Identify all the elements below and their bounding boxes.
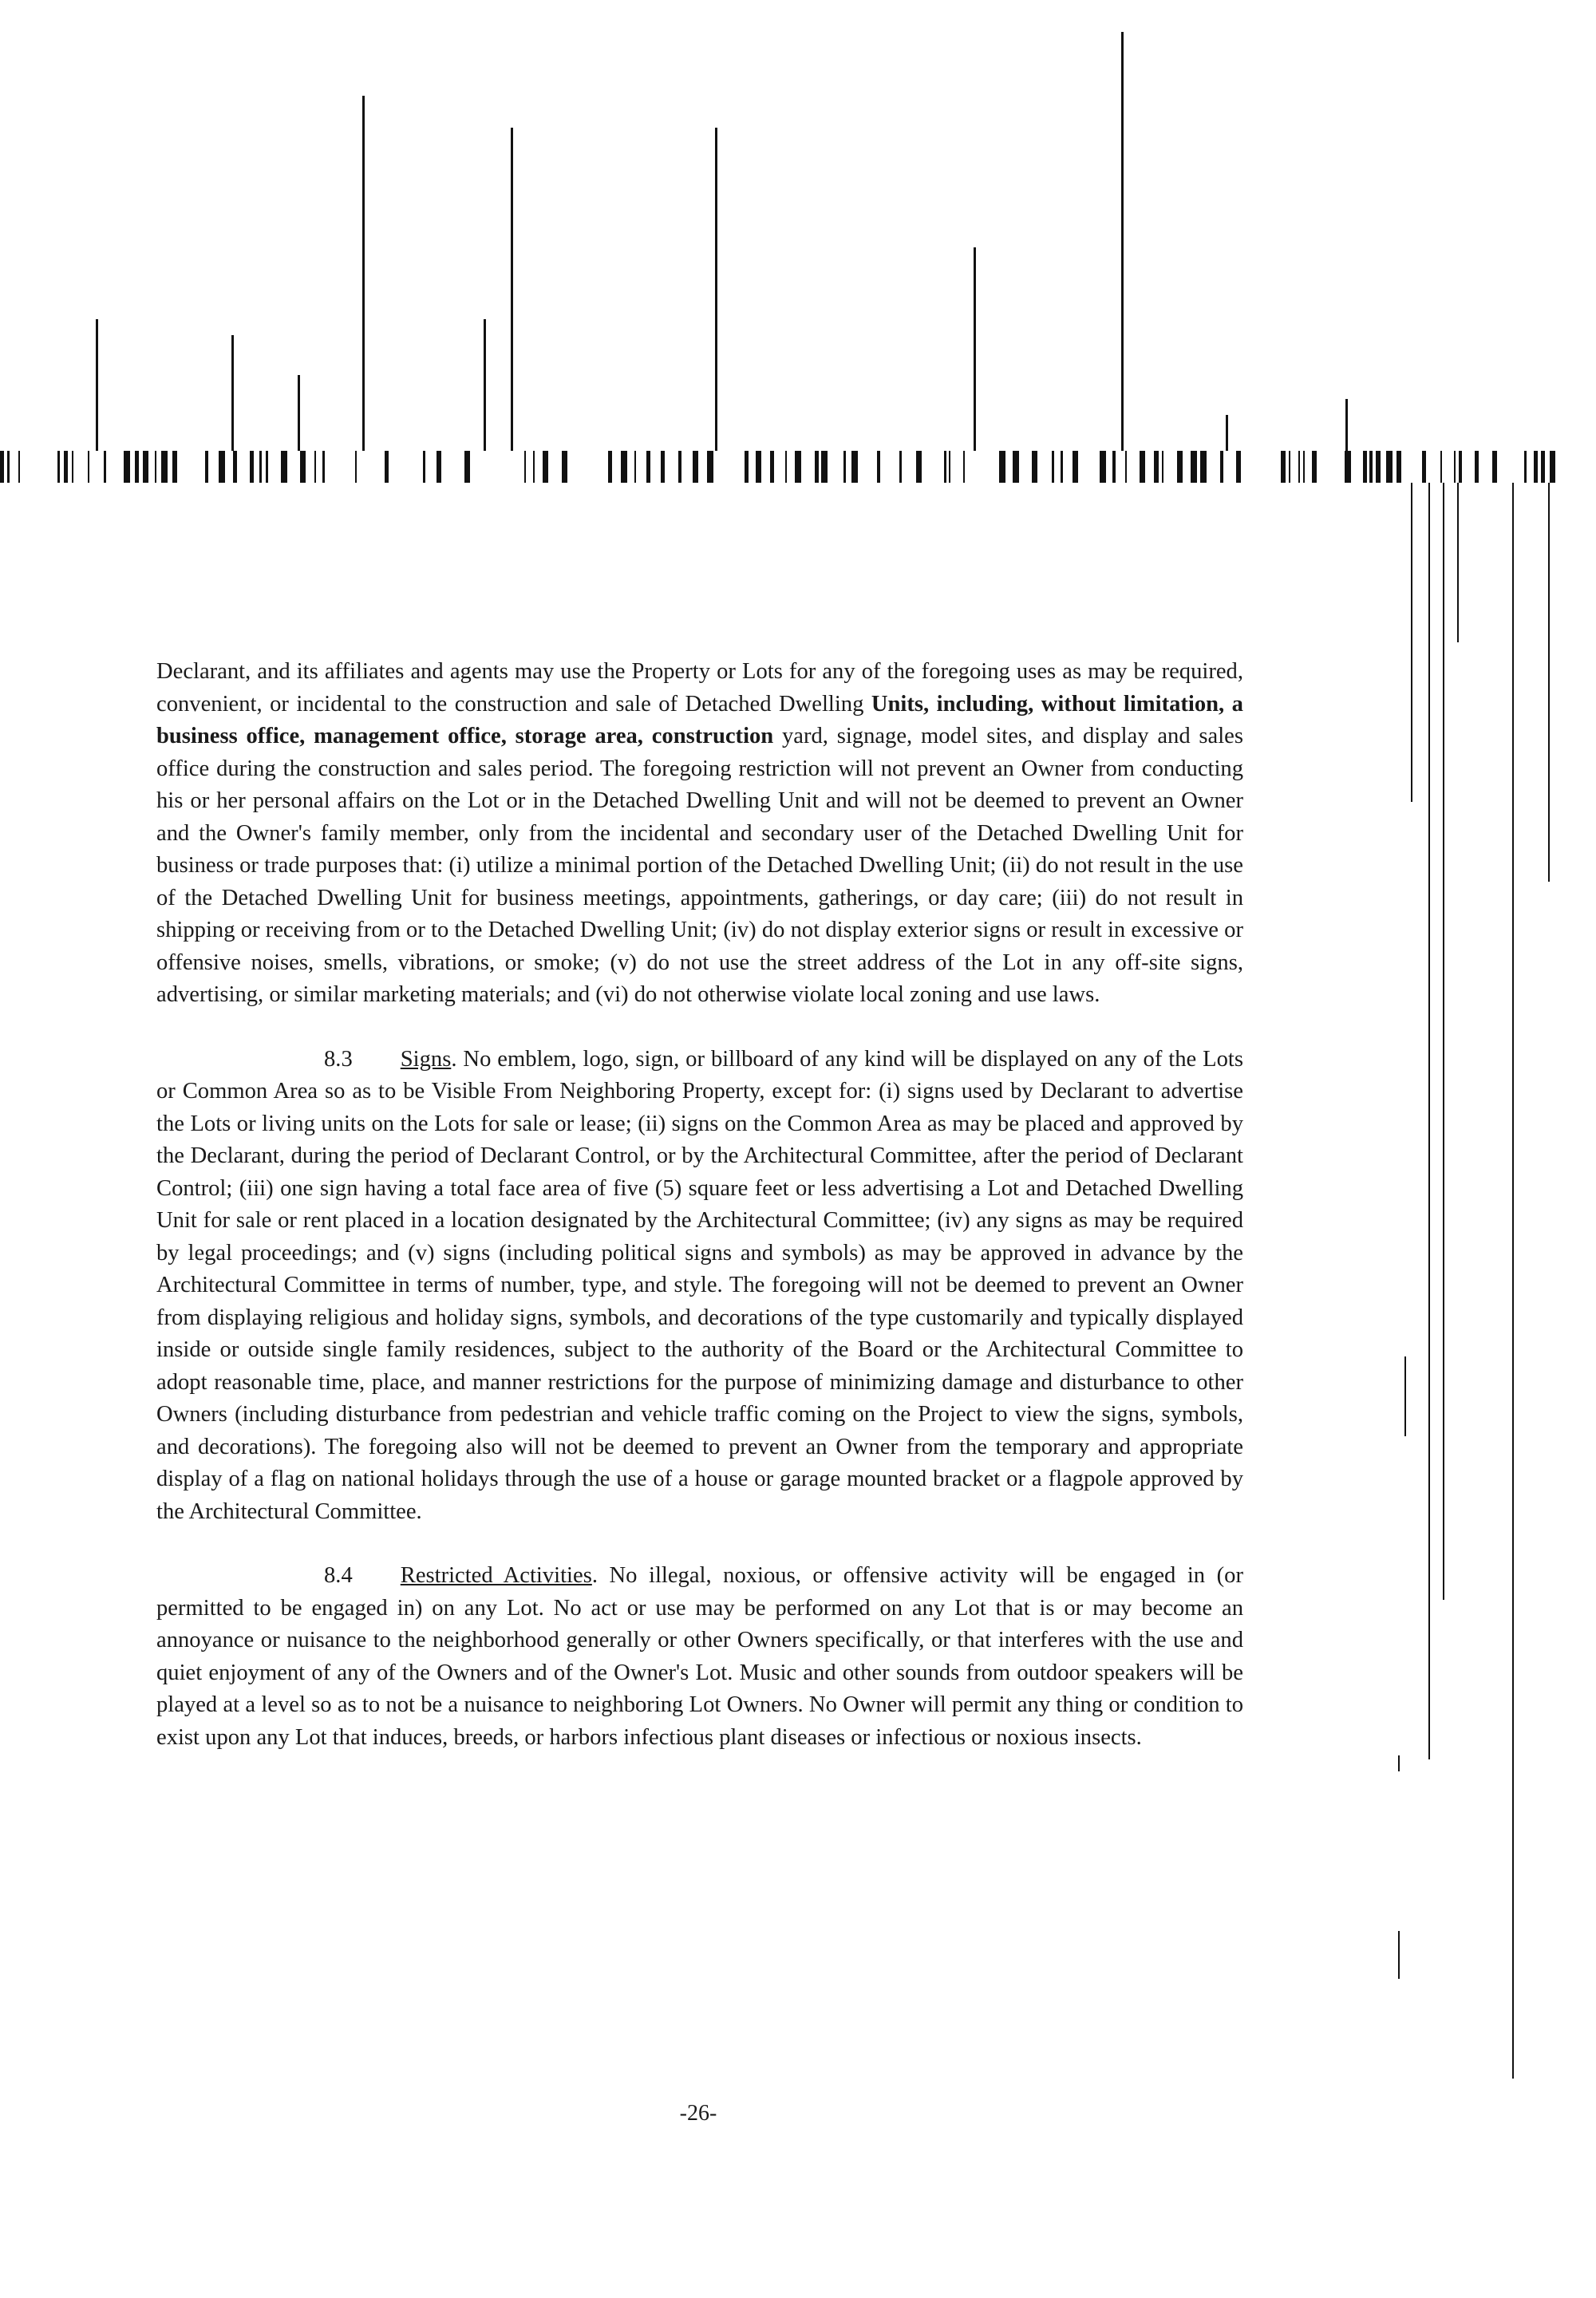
top-scan-bars — [0, 32, 1555, 483]
continuation-text-1: Declarant, and its affiliates and agents may use the Property or Lots for any of the foregoing uses as may be required, convenient, or incidental to the construction and sale of Detached Dwelling — [156, 659, 1243, 717]
continuation-text-2: yard, signage, model sites, and display and sales office during the construction and sales period. The foregoing restriction will not prevent an Owner from conducting his or her personal affairs on the Lot or in the Detached Dwelling Unit and will not be deemed to prevent an Owner and the Owner's family member, only from the incidental and secondary user of the Detached Dwelling Unit for business or trade purposes that: (i) utilize a minimal portion of the Detached Dwelling Unit; (ii) do not result in the use of the Detached Dwelling Unit for business meetings, appointments, gatherings, or day care; (iii) do not result in shipping or receiving from or to the Detached Dwelling Unit; (iv) do not display exterior signs or result in excessive or offensive noises, smells, vibrations, or smoke; (v) do not use the street address of the Lot in any off-site signs, advertising, or similar marketing materials; and (vi) do not otherwise violate local zoning and use laws. — [156, 724, 1243, 1007]
section-number: 8.3 — [324, 1046, 353, 1072]
section-body: . No illegal, noxious, or offensive activity will be engaged in (or permitted to be engaged in) on any Lot. No act or use may be performed on any Lot that is or may become an annoyance or nuisance to the neighborhood generally or other Owners specifically, or that interferes with the use and quiet enjoyment of any of the Owners and of the Owner's Lot. Music and other sounds from outdoor speakers will be played at a level so as to not be a nuisance to neighboring Lot Owners. No Owner will permit any thing or condition to exist upon any Lot that induces, breeds, or harbors infectious plant diseases or infectious or noxious insects. — [156, 1563, 1243, 1750]
section-8-3-paragraph — [156, 1044, 1243, 1529]
continuation-paragraph — [156, 656, 1243, 1012]
document-body — [156, 656, 1243, 1754]
section-body: . No emblem, logo, sign, or billboard of any kind will be displayed on any of the Lots or Common Area so as to be Visible From Neighboring Property, except for: (i) signs used by Declarant to advertise the Lots or living units on the Lots for sale or lease; (ii) signs on the Common Area as may be placed and approved by the Declarant, during the period of Declarant Control, or by the Architectural Committee, after the period of Declarant Control; (iii) one sign having a total face area of five (5) square feet or less advertising a Lot and Detached Dwelling Unit for sale or rent placed in a location designated by the Architectural Committee; (iv) any signs as may be required by legal proceedings; and (v) signs (including political signs and symbols) as may be approved in advance by the Architectural Committee in terms of number, type, and style. The foregoing will not be deemed to prevent an Owner from displaying religious and holiday signs, symbols, and decorations of the type customarily and typically displayed inside or outside single family residences, subject to the authority of the Board or the Architectural Committee to adopt reasonable time, place, and manner restrictions for the purpose of minimizing damage and disturbance to other Owners (including disturbance from pedestrian and vehicle traffic coming on the Project to view the signs, symbols, and decorations). The foregoing also will not be deemed to prevent an Owner from the temporary and appropriate display of a flag on national holidays through the use of a house or garage mounted bracket or a flagpole approved by the Architectural Committee. — [156, 1046, 1243, 1524]
continuation-text-bold: Units, including, without limitation, a business office, management office, storage area, construction — [156, 691, 1243, 748]
section-8-4-paragraph — [156, 1560, 1243, 1754]
section-heading: Signs — [400, 1046, 452, 1072]
page-number: -26- — [679, 2101, 717, 2126]
right-scan-bars — [1398, 483, 1550, 2079]
top-scan-band — [0, 451, 1515, 483]
section-heading: Restricted Activities — [400, 1563, 592, 1588]
section-number: 8.4 — [324, 1563, 353, 1588]
